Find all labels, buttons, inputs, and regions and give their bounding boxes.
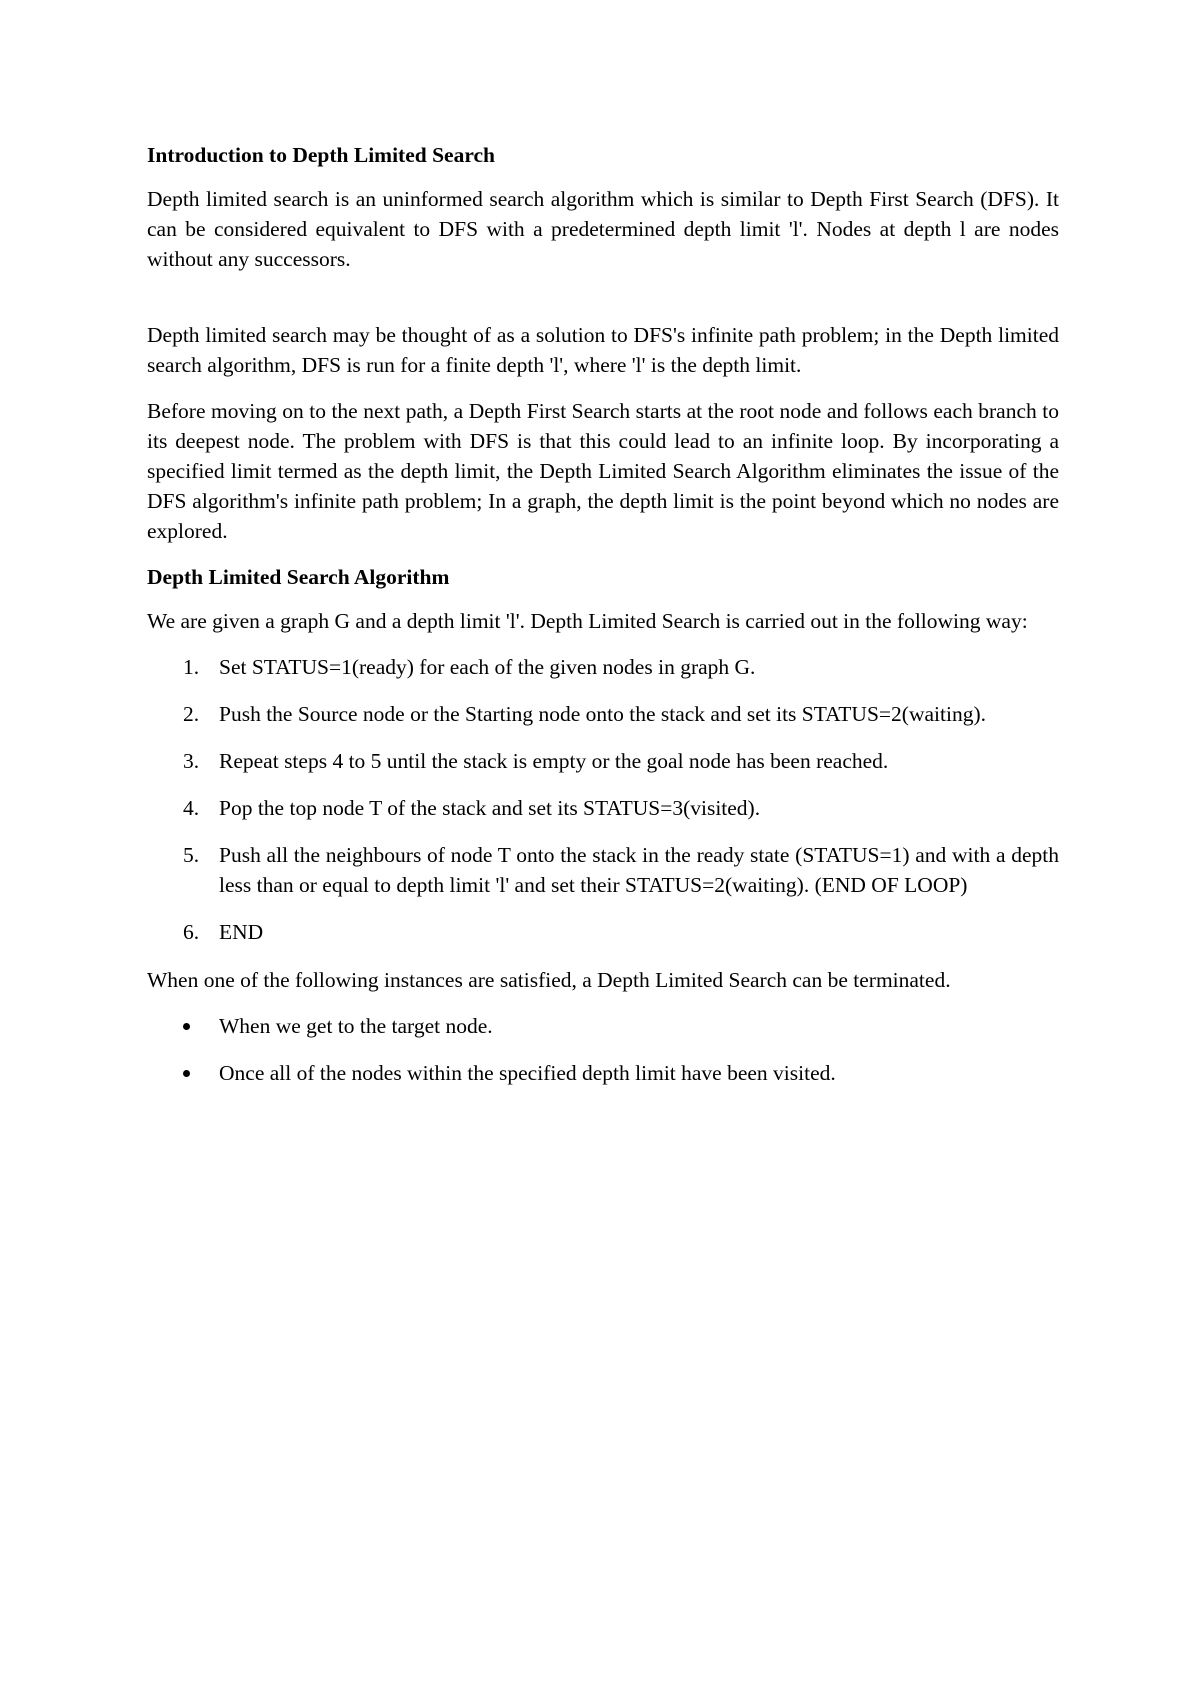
termination-item (147, 1011, 1059, 1041)
intro-paragraph-1: Depth limited search is an uninformed search algorithm which is similar to Depth First Search (DFS). It can be considered equivalent to DFS with a predetermined depth limit 'l'. Nodes at depth l are nodes without any successors. (147, 187, 1059, 271)
step-number: 2. (183, 702, 200, 726)
bullet-icon (183, 1023, 190, 1030)
termination-item-text: Once all of the nodes within the specified depth limit have been visited. (219, 1061, 836, 1085)
algorithm-step (147, 746, 1059, 776)
intro-paragraph-2: Depth limited search may be thought of as a solution to DFS's infinite path problem; in the Depth limited search algorithm, DFS is run for a finite depth 'l', where 'l' is the depth limit. (147, 323, 1059, 377)
step-text: Set STATUS=1(ready) for each of the given nodes in graph G. (219, 655, 756, 679)
step-number: 4. (183, 796, 200, 820)
document-page (147, 140, 1059, 1105)
algorithm-step (147, 652, 1059, 682)
step-number: 3. (183, 749, 200, 773)
step-text: Push all the neighbours of node T onto the stack in the ready state (STATUS=1) and with a depth less than or equal to depth limit 'l' and set their STATUS=2(waiting). (END OF LOOP) (219, 843, 1059, 897)
algorithm-step (147, 917, 1059, 947)
step-number: 6. (183, 920, 200, 944)
step-text: END (219, 920, 264, 944)
step-text: Pop the top node T of the stack and set its STATUS=3(visited). (219, 796, 761, 820)
intro-paragraph-3: Before moving on to the next path, a Depth First Search starts at the root node and follows each branch to its deepest node. The problem with DFS is that this could lead to an infinite loop. By incorporating a specified limit termed as the depth limit, the Depth Limited Search Algorithm eliminates the issue of the DFS algorithm's infinite path problem; In a graph, the depth limit is the point beyond which no nodes are explored. (147, 399, 1059, 543)
intro-heading: Introduction to Depth Limited Search (147, 143, 495, 167)
step-number: 1. (183, 655, 200, 679)
algorithm-step (147, 793, 1059, 823)
termination-item (147, 1058, 1059, 1088)
algorithm-steps-list (147, 652, 1059, 947)
termination-intro: When one of the following instances are satisfied, a Depth Limited Search can be terminated. (147, 968, 951, 992)
algorithm-step (147, 699, 1059, 729)
bullet-icon (183, 1070, 190, 1077)
termination-list (147, 1011, 1059, 1088)
step-text: Push the Source node or the Starting node onto the stack and set its STATUS=2(waiting). (219, 702, 986, 726)
algorithm-heading: Depth Limited Search Algorithm (147, 565, 450, 589)
termination-item-text: When we get to the target node. (219, 1014, 493, 1038)
step-number: 5. (183, 843, 200, 867)
algorithm-step (147, 840, 1059, 900)
algorithm-intro: We are given a graph G and a depth limit 'l'. Depth Limited Search is carried out in the following way: (147, 609, 1028, 633)
step-text: Repeat steps 4 to 5 until the stack is empty or the goal node has been reached. (219, 749, 889, 773)
